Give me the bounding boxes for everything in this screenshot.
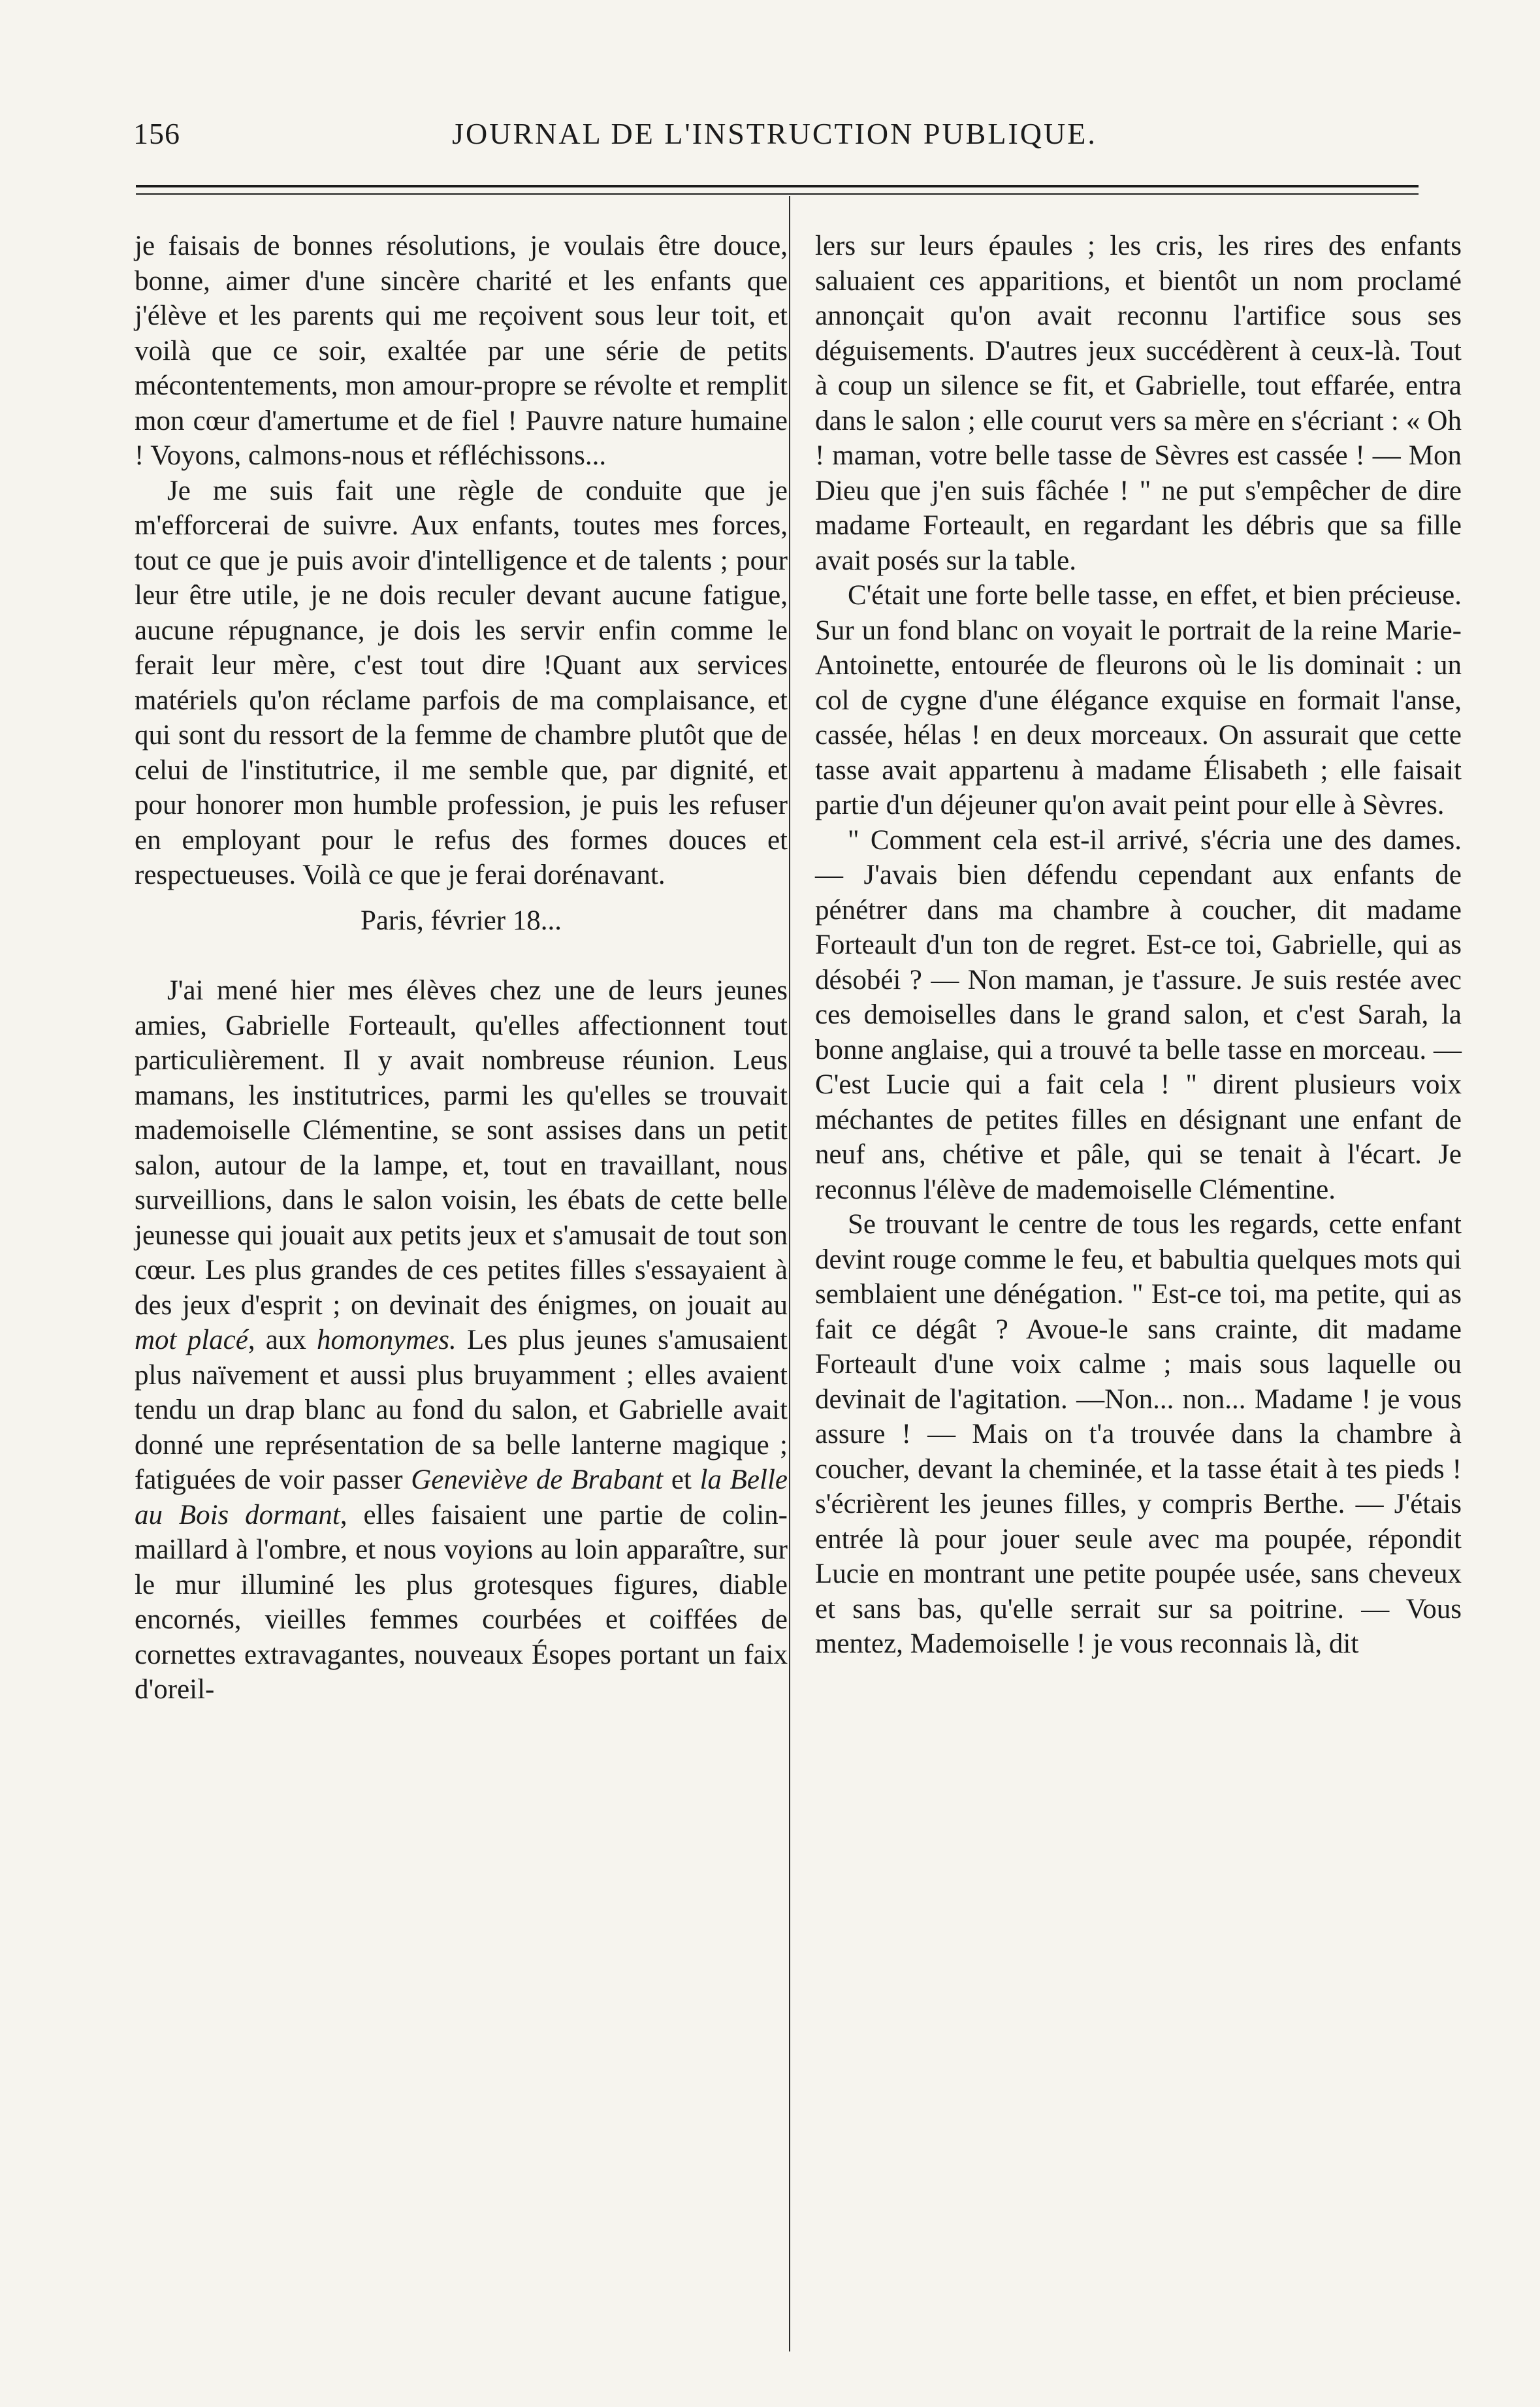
dateline: Paris, février 18...	[360, 905, 562, 936]
paragraph: Se trouvant le centre de tous les regards, cette enfant devint rouge comme le feu, et babultia quelques mots qui semblaient une dénégation. " Est-ce toi, ma petite, qui as fait ce dégât ? Avoue-le sans crainte, dit madame Forteault d'une voix calme ; mais sous laquelle ou devinait de l'agitation. —Non... non... Madame ! je vous assure ! — Mais on t'a trouvée dans la chambre à coucher, devant la cheminée, et la tasse était à tes pieds ! s'écrièrent les jeunes filles, y compris Berthe. — J'étais entrée là pour jouer seule avec ma poupée, répondit Lucie en montrant une petite poupée usée, sans cheveux et sans bas, qu'elle serrait sur sa poitrine. — Vous mentez, Mademoiselle ! je vous reconnais là, dit	[815, 1209, 1462, 1659]
paragraph: lers sur leurs épaules ; les cris, les rires des enfants saluaient ces apparitions, et bientôt un nom proclamé annonçait qu'on avait reconnu l'artifice sous ses déguisements. D'autres jeux succédèrent à ceux-là. Tout à coup un silence se fit, et Gabrielle, tout effarée, entra dans le salon ; elle courut vers sa mère en s'écriant : « Oh ! maman, votre belle tasse de Sèvres est cassée ! — Mon Dieu que j'en suis fâchée ! " ne put s'empêcher de dire madame Forteault, en regardant les débris que sa fille avait posés sur la table.	[815, 231, 1462, 576]
text-run: , elles faisaient une partie de colin-maillard à l'ombre, et nous voyions au loin apparaître, sur le mur illuminé les plus grotesques figures, diable encornés, vieilles femmes courbées et coiffées de cornettes extravagantes, nouveaux Ésopes portant un faix d'oreil-	[135, 1499, 788, 1705]
column-divider	[789, 196, 790, 2351]
italic-title: homonymes.	[317, 1325, 457, 1355]
text-run: J'ai mené hier mes élèves chez une de leurs jeunes amies, Gabrielle Forteault, qu'elles affectionnent tout particulièrement. Il y avait nombreuse réunion. Leus mamans, les institutrices, parmi les qu'elles se trouvait mademoiselle Clémentine, se sont assises dans un petit salon, autour de la lampe, et, tout en travaillant, nous surveillions, dans le salon voisin, les ébats de cette belle jeunesse qui jouait aux petits jeux et s'amusait de tout son cœur. Les plus grandes de ces petites filles s'essayaient à des jeux d'esprit ; on devinait des énigmes, on jouait au	[135, 975, 788, 1321]
paragraph: C'était une forte belle tasse, en effet, et bien précieuse. Sur un fond blanc on voyait le portrait de la reine Marie-Antoinette, entourée de fleurons où le lis dominait : un col de cygne d'une élégance exquise en formait l'anse, cassée, hélas ! en deux morceaux. On assurait que cette tasse avait appartenu à madame Élisabeth ; elle faisait partie d'un déjeuner qu'on avait peint pour elle à Sèvres.	[815, 580, 1462, 820]
text-run: et	[663, 1464, 700, 1495]
paragraph: " Comment cela est-il arrivé, s'écria une des dames. — J'avais bien défendu cependant aux enfants de pénétrer dans ma chambre à coucher, dit madame Forteault d'un ton de regret. Est-ce toi, Gabrielle, qui as désobéi ? — Non maman, je t'assure. Je suis restée avec ces demoiselles dans le grand salon, et c'est Sarah, la bonne anglaise, qui a trouvé ta belle tasse en morceau. — C'est Lucie qui a fait cela ! " dirent plusieurs voix méchantes de petites filles en désignant une enfant de neuf ans, chétive et pâle, qui se tenait à l'écart. Je reconnus l'élève de mademoiselle Clémentine.	[815, 824, 1462, 1205]
paragraph	[135, 973, 788, 1707]
italic-title: la Belle au Bois dormant	[135, 1464, 788, 1530]
journal-title: JOURNAL DE L'INSTRUCTION PUBLIQUE.	[452, 117, 1097, 150]
italic-title: mot placé	[135, 1325, 248, 1355]
right-column	[815, 229, 1462, 1662]
page-number: 156	[133, 117, 180, 150]
paragraph: je faisais de bonnes résolutions, je voulais être douce, bonne, aimer d'une sincère charité et les enfants que j'élève et les parents qui me reçoivent sous leur toit, et voilà que ce soir, exaltée par une série de petits mécontentements, mon amour-propre se révolte et remplit mon cœur d'amertume et de fiel ! Pauvre nature humaine ! Voyons, calmons-nous et réfléchissons...	[135, 231, 788, 471]
header-rule-thin	[136, 193, 1419, 195]
text-run: , aux	[248, 1325, 317, 1355]
text-run: Les plus jeunes s'amusaient plus naïvement et aussi plus bruyamment ; elles avaient tendu un drap blanc au fond du salon, et Gabrielle avait donné une représentation de sa belle lanterne magique ; fatiguées de voir passer	[135, 1325, 788, 1495]
header-rule-thick	[136, 185, 1419, 187]
page-header	[133, 116, 1416, 169]
left-column	[135, 229, 788, 1707]
italic-title: Geneviève de Brabant	[411, 1464, 664, 1495]
paragraph: Je me suis fait une règle de conduite que je m'efforcerai de suivre. Aux enfants, toutes mes forces, tout ce que je puis avoir d'intelligence et de talents ; pour leur être utile, je ne dois reculer devant aucune fatigue, aucune répugnance, je dois les servir enfin comme le ferait leur mère, c'est tout dire !Quant aux services matériels qu'on réclame parfois de ma complaisance, et qui sont du ressort de la femme de chambre plutôt que de celui de l'institutrice, il me semble que, par dignité, et pour honorer mon humble profession, je puis les refuser en employant pour le refus des formes douces et respectueuses. Voilà ce que je ferai dorénavant.	[135, 475, 788, 890]
